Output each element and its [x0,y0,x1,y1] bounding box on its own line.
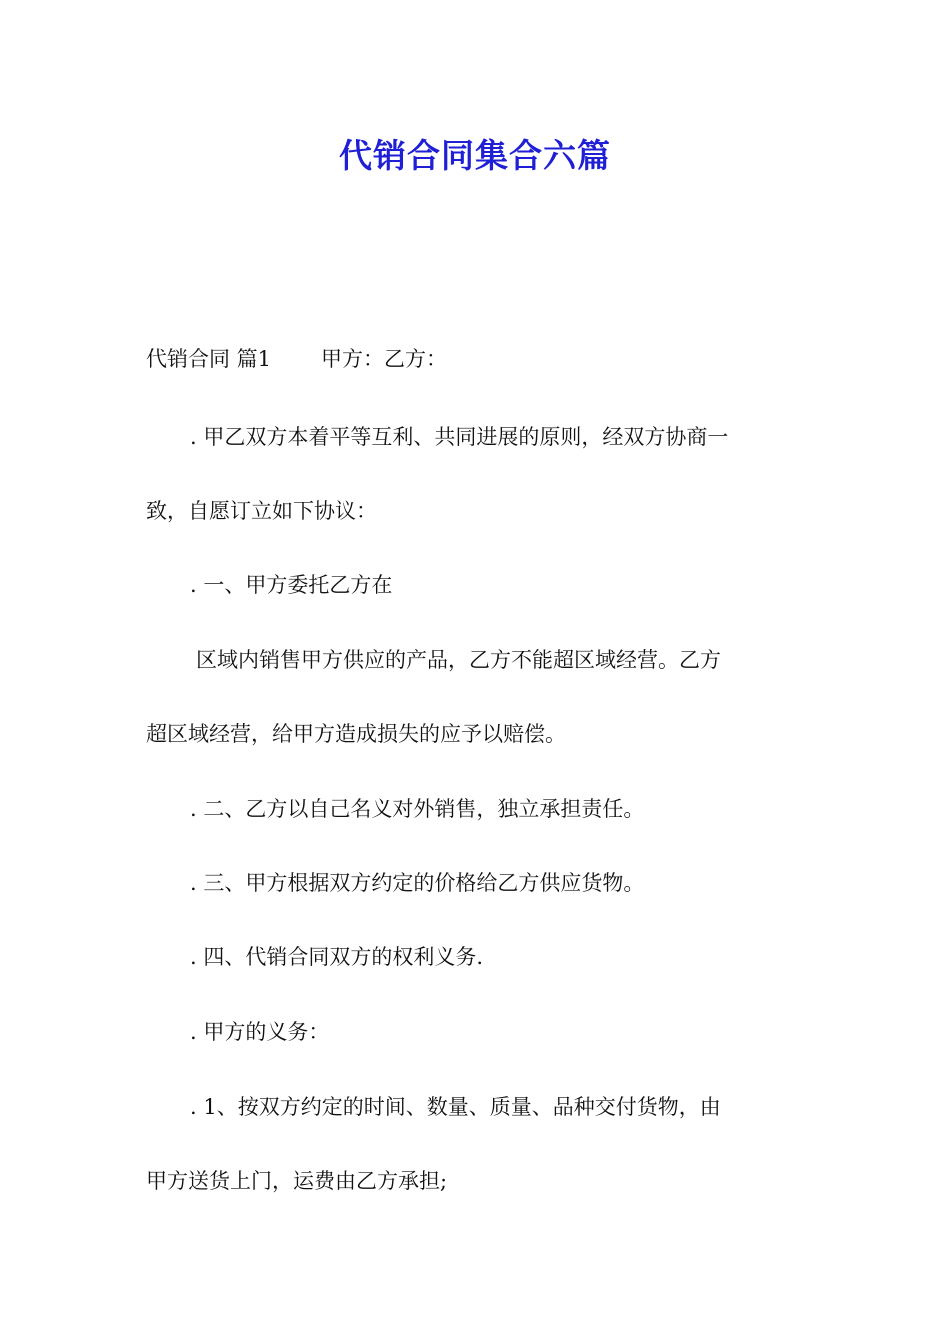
document-title: 代销合同集合六篇 [339,136,611,175]
paragraph-line: 甲方送货上门，运费由乙方承担; [146,1169,448,1193]
contract-parties: 甲方：乙方： [321,347,448,371]
paragraph-line: 超区域经营，给甲方造成损失的应予以赔偿。 [146,722,566,746]
paragraph-line: . 一、甲方委托乙方在 [190,573,393,597]
paragraph-line: . 四、代销合同双方的权利义务. [190,945,484,969]
paragraph-line: 致，自愿订立如下协议： [146,499,377,523]
paragraph-line: . 二、乙方以自己名义对外销售，独立承担责任。 [190,797,645,821]
paragraph-line: . 1、按双方约定的时间、数量、质量、品种交付货物，由 [190,1095,721,1119]
paragraph-line: . 甲乙双方本着平等互利、共同进展的原则，经双方协商一 [190,425,729,449]
contract-label: 代销合同 篇1 [146,347,272,371]
paragraph-line: . 甲方的义务： [190,1020,330,1044]
paragraph-line: 区域内销售甲方供应的产品，乙方不能超区域经营。乙方 [196,648,721,672]
contract-heading [146,344,826,374]
paragraph-line: . 三、甲方根据双方约定的价格给乙方供应货物。 [190,871,645,895]
